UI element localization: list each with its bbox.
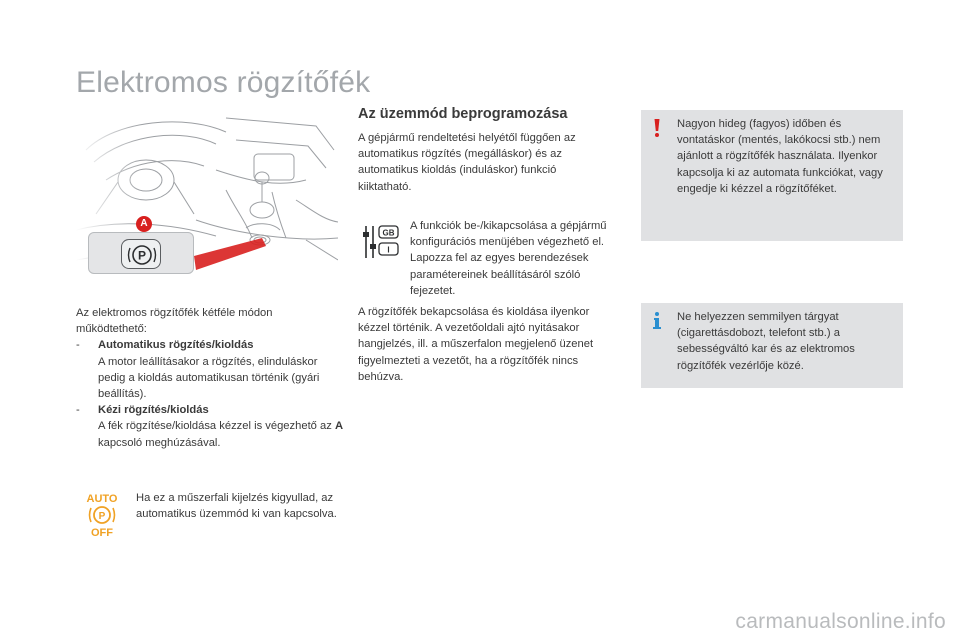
list-dash: - <box>76 339 80 352</box>
list-item-manual <box>76 402 346 451</box>
warning-note-text: Nagyon hideg (fagyos) időben és vontatáskor (mentés, lakókocsi stb.) nem ajánlott a rögzítőfék használata. Ilyenkor kapcsolja ki az automata funkciókat, vagy engedje ki kézzel a rögzítőféket. <box>677 118 883 195</box>
switch-inset-panel <box>88 232 194 274</box>
auto-off-text: Ha ez a műszerfali kijelzés kigyullad, az automatikus üzemmód ki van kapcsolva. <box>136 492 337 521</box>
list-dash: - <box>76 404 80 417</box>
manual-mode-title: Kézi rögzítés/kioldás <box>98 404 209 417</box>
watermark: carmanualsonline.info <box>735 610 946 633</box>
automatic-mode-title: Automatikus rögzítés/kioldás <box>98 339 254 352</box>
info-note-text: Ne helyezzen semmilyen tárgyat (cigarettásdobozt, telefont stb.) a sebességváltó kar és az elektromos rögzítőfék vezérlője közé. <box>677 311 855 372</box>
auto-off-label-top: AUTO <box>86 493 118 505</box>
i-label: I <box>387 245 390 255</box>
intro-lead: Az elektromos rögzítőfék kétféle módon működtethető: <box>76 307 273 336</box>
svg-text:P: P <box>137 248 147 263</box>
page-title: Elektromos rögzítőfék <box>76 66 371 99</box>
configuration-menu-note <box>362 218 624 299</box>
callout-a-badge: A <box>136 216 152 232</box>
auto-off-note <box>80 490 350 543</box>
section-heading: Az üzemmód beprogramozása <box>358 106 568 122</box>
manual-mode-text-before: A fék rögzítése/kioldása kézzel is végezhető az <box>98 420 335 433</box>
warning-note-box <box>641 110 903 241</box>
automatic-mode-text: A motor leállításakor a rögzítés, elinduláskor pedig a kioldás automatikusan történik (gyári beállítás). <box>98 355 320 401</box>
list-item-automatic <box>76 337 346 402</box>
parking-brake-illustration <box>76 110 338 290</box>
configuration-menu-text: A funkciók be-/kikapcsolása a gépjármű konfigurációs menüjében végezhető el. Lapozza fel az egyes berendezések paramétereinek beállításáról szóló fejezetet. <box>410 220 607 297</box>
programming-paragraph-2: A rögzítőfék bekapcsolása és kioldása ilyenkor kézzel történik. A vezetőoldali ajtó nyitásakor hangjelzés, ill. a műszerfalon megjelenő üzenet figyelmezteti a vezetőt, ha a rögzítőfék nincs behúzva. <box>358 306 594 383</box>
info-note-box <box>641 303 903 388</box>
settings-sliders-icon <box>362 218 400 299</box>
auto-off-label-bottom: OFF <box>91 527 113 538</box>
gb-label: GB <box>382 228 395 238</box>
svg-text:P: P <box>98 511 106 522</box>
parking-brake-switch <box>121 239 161 269</box>
info-icon <box>649 311 665 331</box>
manual-mode-text <box>98 418 346 450</box>
programming-paragraph-1: A gépjármű rendeltetési helyétől függően az automatikus rögzítés (megálláskor) és az automatikus kioldás (induláskor) funkció kiiktatható. <box>358 132 576 193</box>
manual-mode-letter: A <box>334 420 344 433</box>
warning-exclamation-icon <box>649 118 665 138</box>
auto-off-indicator-icon <box>80 490 124 543</box>
manual-mode-text-after: kapcsoló meghúzásával. <box>98 436 221 449</box>
intro-section <box>76 305 346 451</box>
parking-brake-p-icon <box>122 240 162 270</box>
